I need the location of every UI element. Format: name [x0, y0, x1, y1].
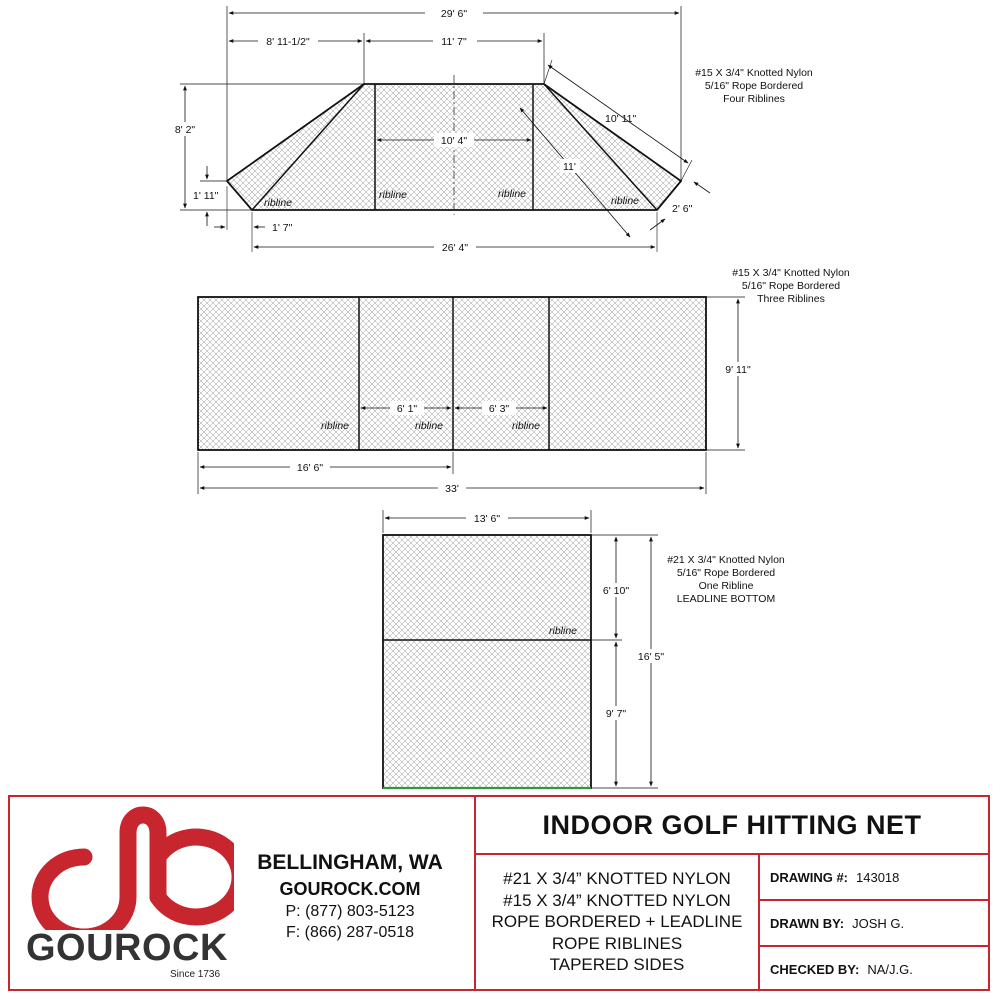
brand-since: Since 1736 [170, 969, 221, 980]
spec-item: #21 X 3/4” KNOTTED NYLON [503, 869, 731, 889]
title-row [476, 797, 988, 855]
bottom-net-note-2: 5/16" Rope Bordered [676, 567, 776, 579]
title-info-panel [476, 797, 988, 989]
spec-item: ROPE RIBLINES [551, 933, 683, 953]
drawing-info [760, 855, 988, 989]
bottom-net [383, 510, 785, 788]
top-ribline-label-1: ribline [264, 197, 293, 209]
top-ribline-label-2: ribline [379, 189, 408, 201]
dim-lower: 9' 7" [605, 708, 627, 720]
dim-upper: 6' 10" [602, 585, 630, 597]
dim-total-height: 16' 5" [637, 651, 665, 663]
dim-overall-width: 29' 6" [440, 8, 468, 20]
dim-left-offset: 1' 7" [272, 222, 293, 234]
contact-phone: P: (877) 803-5123 [285, 903, 415, 920]
spec-item: ROPE BORDERED + LEADLINE [491, 912, 743, 932]
bottom-ribline-label-1: ribline [549, 625, 578, 637]
middle-ribline-label-3: ribline [512, 420, 541, 432]
dim-right-slant: 10' 11" [605, 113, 637, 125]
drawn-by-row [760, 901, 988, 947]
top-ribline-label-3: ribline [498, 188, 527, 200]
drawing-number-label: DRAWING #: [770, 869, 848, 885]
drawn-by-label: DRAWN BY: [770, 915, 845, 931]
dim-inner-left: 6' 1" [396, 403, 418, 415]
spec-item: #15 X 3/4” KNOTTED NYLON [503, 890, 731, 910]
drawn-by-value: JOSH G. [852, 915, 905, 931]
dim-half-width: 16' 6" [296, 462, 324, 474]
top-ribline-label-4: ribline [611, 195, 640, 207]
top-net-note-2: 5/16" Rope Bordered [704, 80, 804, 92]
checked-by-row [760, 947, 988, 991]
dim-total-width: 33' [445, 483, 459, 495]
middle-net-note-2: 5/16" Rope Bordered [741, 280, 841, 292]
gourock-logo-icon [24, 805, 234, 930]
contact-info [244, 851, 456, 942]
brand-wordmark: GOUROCK [26, 927, 228, 969]
top-net [166, 6, 813, 254]
middle-net-note-3: Three Riblines [757, 293, 825, 305]
dim-bottom-width: 26' 4" [441, 242, 469, 254]
contact-city: BELLINGHAM, WA [257, 851, 443, 874]
dim-right-side: 2' 6" [672, 203, 693, 215]
middle-net-outline [198, 297, 706, 450]
spec-item: TAPERED SIDES [549, 955, 685, 975]
middle-net-note-1: #15 X 3/4" Knotted Nylon [732, 267, 850, 279]
top-net-note-3: Four Riblines [723, 93, 785, 105]
checked-by-label: CHECKED BY: [770, 961, 860, 977]
logo-panel [10, 797, 476, 989]
dim-center-top: 11' 7" [441, 36, 467, 48]
dim-inner-right: 6' 3" [488, 403, 510, 415]
bottom-net-note-3: One Ribline [698, 580, 754, 592]
checked-by-value: NA/J.G. [867, 961, 913, 977]
dim-left-side: 1' 11" [193, 190, 219, 202]
title-block [8, 795, 990, 991]
dim-right-inner: 11' [563, 161, 576, 173]
contact-fax: F: (866) 287-0518 [285, 924, 415, 941]
contact-website[interactable]: GOUROCK.COM [279, 879, 421, 899]
middle-ribline-label-1: ribline [321, 420, 350, 432]
bottom-net-note-4: LEADLINE BOTTOM [676, 593, 776, 605]
top-net-note-1: #15 X 3/4" Knotted Nylon [695, 67, 813, 79]
dim-left-height: 8' 2" [174, 124, 196, 136]
dim-left-top: 8' 11-1/2" [266, 36, 310, 48]
drawing-title: INDOOR GOLF HITTING NET [542, 809, 922, 840]
drawing-number-value: 143018 [856, 869, 900, 885]
dim-center-bottom: 10' 4" [440, 135, 468, 147]
middle-ribline-label-2: ribline [415, 420, 444, 432]
drawing-number-row [760, 855, 988, 901]
middle-net [198, 267, 850, 495]
bottom-net-note-1: #21 X 3/4" Knotted Nylon [667, 554, 785, 566]
dim-middle-height: 9' 11" [725, 364, 751, 376]
spec-list [476, 855, 760, 989]
dim-bottom-net-width: 13' 6" [473, 513, 501, 525]
bottom-net-outline [383, 535, 591, 788]
